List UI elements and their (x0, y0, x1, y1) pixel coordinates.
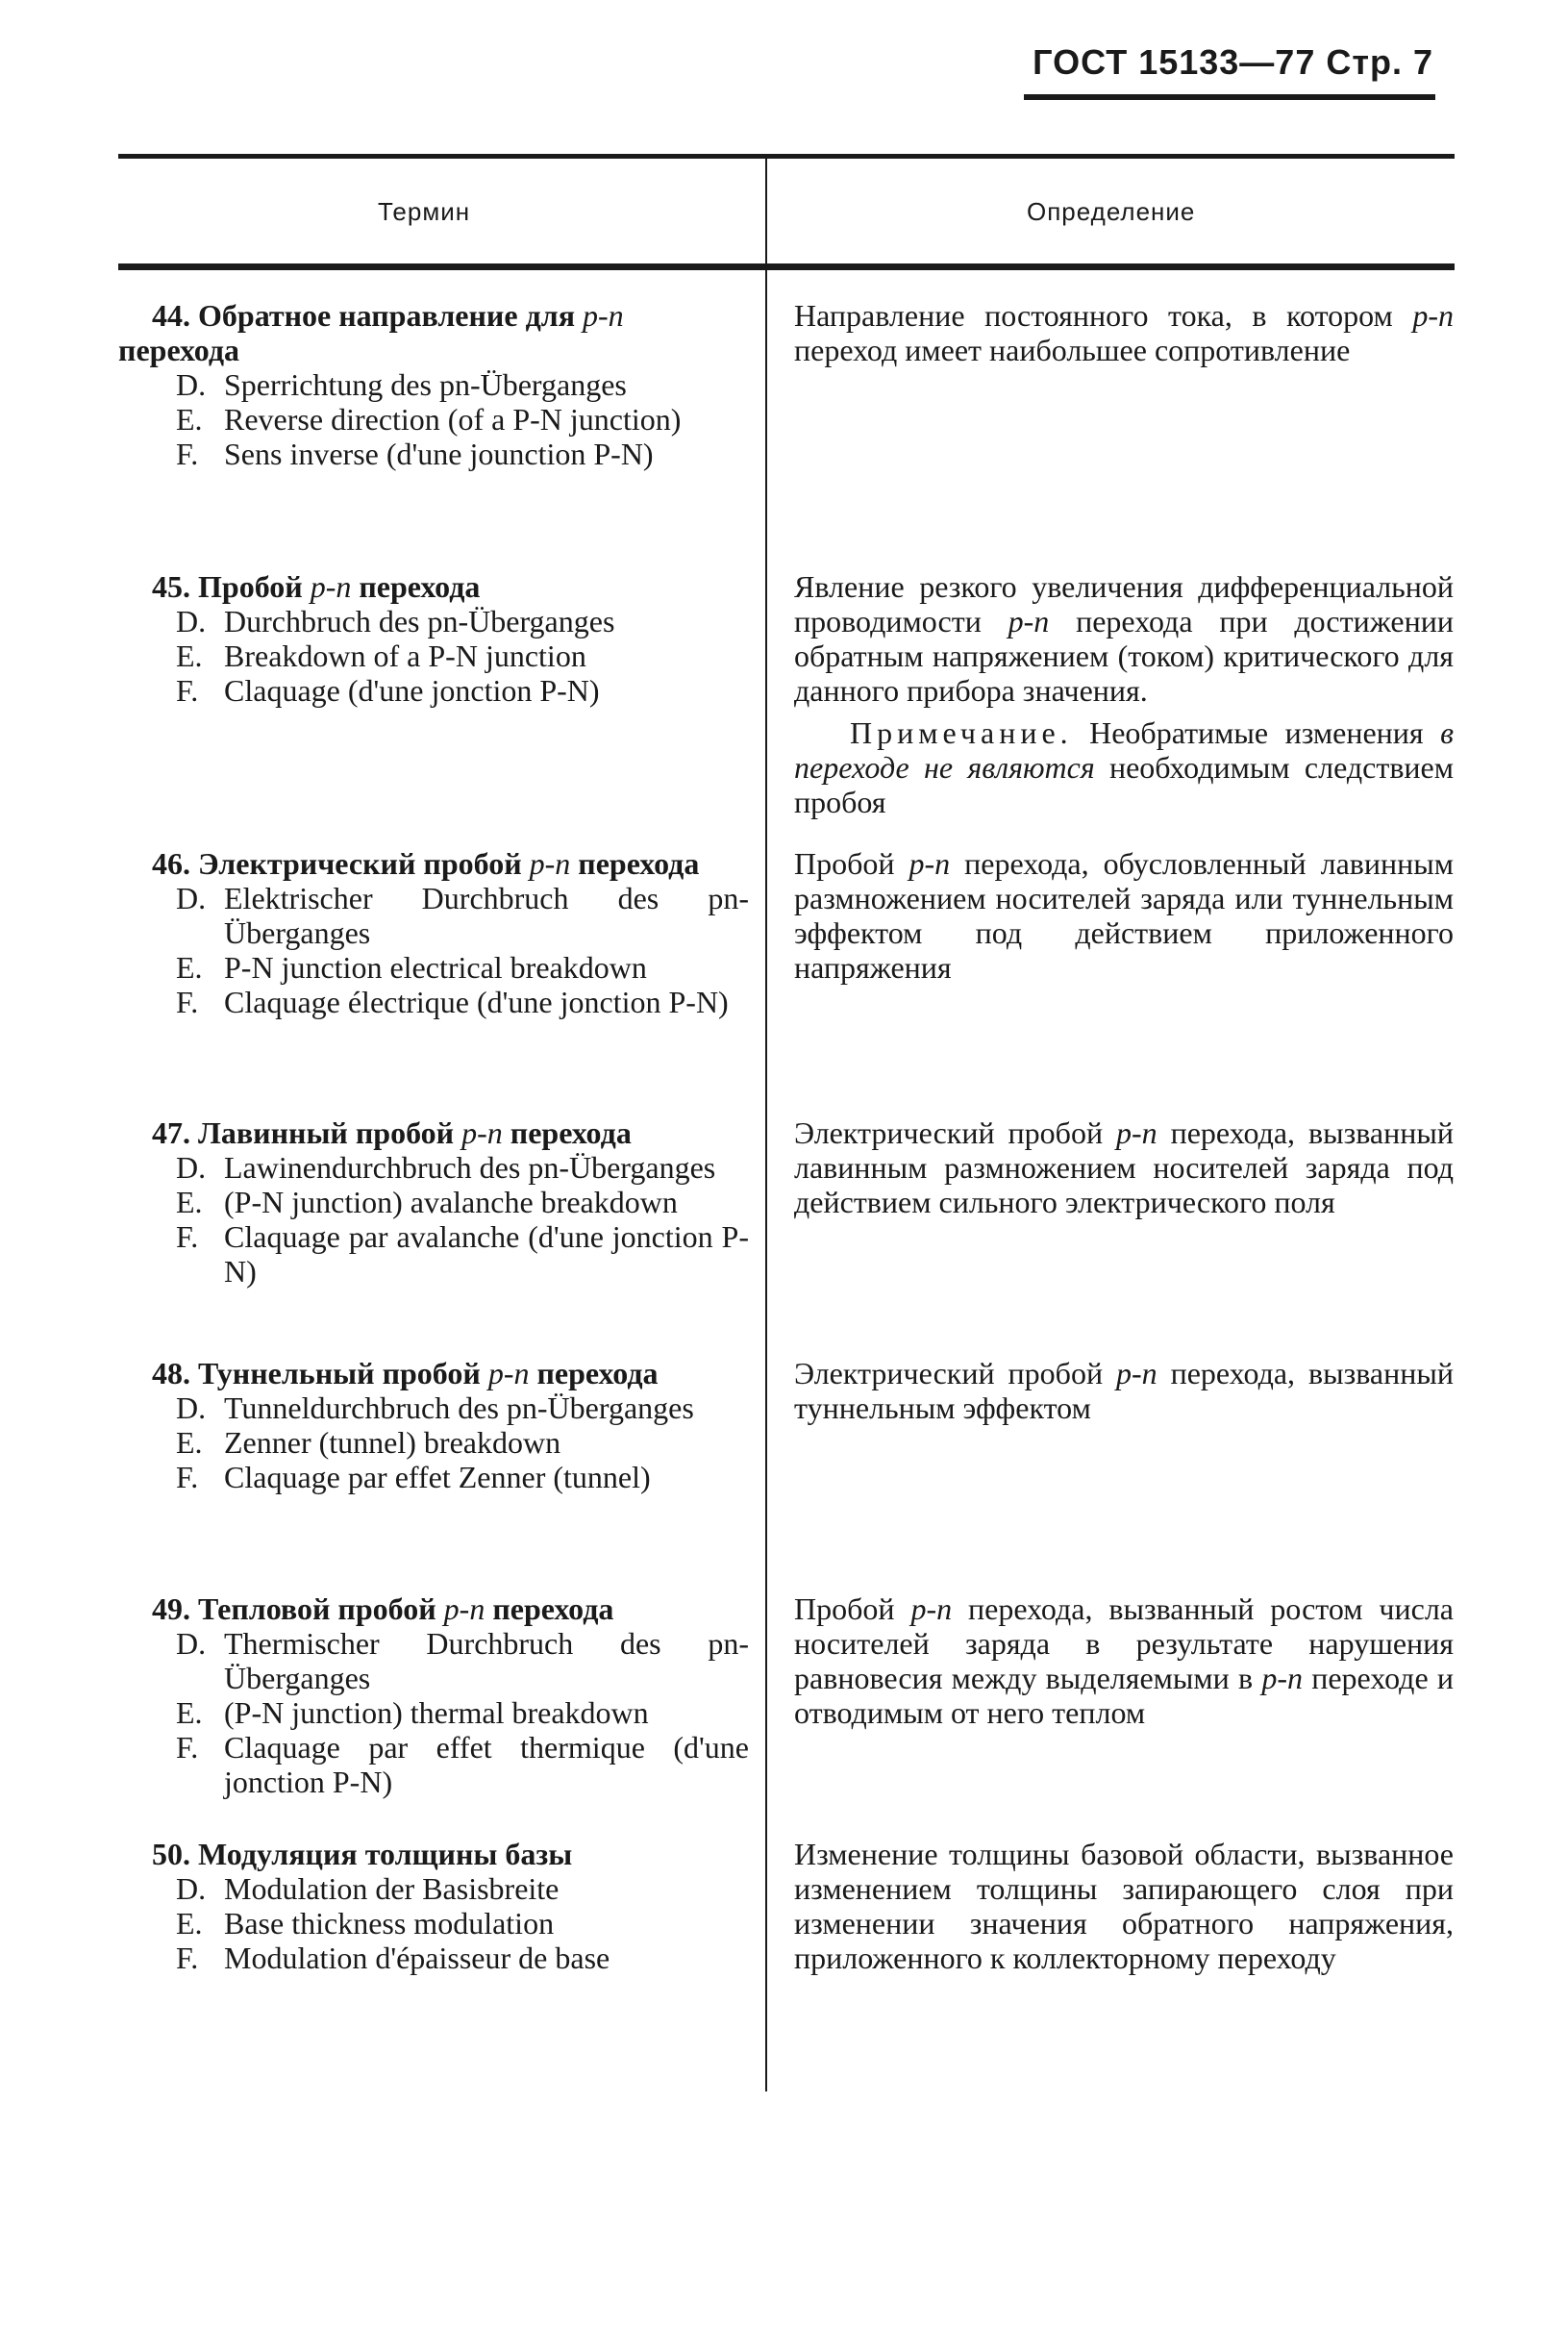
def-text: перехода, вызванный лавинным размножением носителей заряда под действием сильного электрического поля (794, 1115, 1454, 1219)
equiv-en (118, 1906, 749, 1941)
equiv-text: Claquage par avalanche (d'une jonction P-N) (224, 1219, 749, 1289)
term-title-pn: p-n (583, 298, 624, 333)
term-number: 49. (152, 1591, 190, 1626)
equiv-text: Claquage électrique (d'une jonction P-N) (224, 985, 729, 1019)
equiv-text: Claquage par effet thermique (d'une jonction P-N) (224, 1730, 749, 1799)
term-title-text-end: перехода (502, 1115, 632, 1150)
equiv-fr (118, 1460, 749, 1494)
definition-48 (794, 1356, 1454, 1425)
term-title-text-end: перехода (118, 333, 240, 367)
equiv-text: Breakdown of a P-N junction (224, 639, 586, 673)
equiv-text: Durchbruch des pn-Überganges (224, 604, 615, 639)
note-label: Примечание. (850, 715, 1073, 750)
equiv-fr (118, 673, 749, 708)
def-text: перехода, вызванный туннельным эффектом (794, 1356, 1454, 1425)
term-title-text: Тепловой пробой (198, 1591, 444, 1626)
equiv-en (118, 1185, 749, 1219)
equiv-text: Claquage par effet Zenner (tunnel) (224, 1460, 651, 1494)
term-title-pn: p-n (443, 1591, 485, 1626)
lang-label-d: D. (176, 1626, 207, 1661)
lang-label-f: F. (176, 985, 199, 1019)
def-text: Электрический пробой (794, 1115, 1116, 1150)
note-italic: в переходе не являются (794, 715, 1454, 785)
lang-label-f: F. (176, 1460, 199, 1494)
term-title (118, 569, 749, 604)
equiv-text: Lawinendurchbruch des pn-Überganges (224, 1150, 716, 1185)
equiv-text: Tunneldurchbruch des pn-Überganges (224, 1390, 694, 1425)
term-title (118, 1837, 749, 1871)
equiv-de (118, 1871, 749, 1906)
term-number: 47. (152, 1115, 190, 1150)
equiv-text: Claquage (d'une jonction P-N) (224, 673, 600, 708)
def-text: переходе и отводимым от него теплом (794, 1661, 1455, 1730)
term-number: 50. (152, 1837, 190, 1871)
lang-label-e: E. (176, 1906, 203, 1941)
definition-47 (794, 1115, 1454, 1219)
equiv-text: (P-N junction) avalanche breakdown (224, 1185, 678, 1219)
equiv-de (118, 1390, 749, 1425)
equiv-text: Reverse direction (of a P-N junction) (224, 402, 682, 437)
page-header: ГОСТ 15133—77 Стр. 7 (1033, 42, 1433, 82)
term-title-text: Лавинный пробой (198, 1115, 462, 1150)
lang-label-d: D. (176, 881, 207, 915)
lang-label-e: E. (176, 639, 203, 673)
term-entry-45 (118, 569, 749, 708)
column-header-definition: Определение (1027, 197, 1196, 226)
term-title (118, 846, 749, 881)
def-pn: p-n (910, 1591, 953, 1626)
def-text: Направление постоянного тока, в котором (794, 298, 1413, 333)
lang-label-f: F. (176, 673, 199, 708)
equiv-de (118, 1150, 749, 1185)
equiv-en (118, 1425, 749, 1460)
lang-label-d: D. (176, 604, 207, 639)
term-number: 46. (152, 846, 190, 881)
lang-label-e: E. (176, 950, 203, 985)
column-divider (765, 159, 767, 2091)
term-title-pn: p-n (310, 569, 352, 604)
term-title-pn: p-n (461, 1115, 503, 1150)
term-title-text: Модуляция толщины базы (198, 1837, 573, 1871)
def-text: Явление резкого увеличения дифференциальной проводимости (794, 569, 1454, 639)
term-title-text-end: перехода (529, 1356, 659, 1390)
equiv-text: Base thickness modulation (224, 1906, 555, 1941)
equiv-text: Modulation d'épaisseur de base (224, 1941, 610, 1975)
def-pn: p-n (1261, 1661, 1303, 1695)
term-title-text-end: перехода (351, 569, 481, 604)
lang-label-d: D. (176, 1871, 207, 1906)
term-title (118, 1115, 749, 1150)
def-text: перехода, вызванный ростом числа носителей заряда в результате нарушения равновесия между выделяемыми в (794, 1591, 1455, 1695)
definition-45 (794, 569, 1454, 819)
equiv-de (118, 367, 749, 402)
def-text: Пробой (794, 1591, 911, 1626)
equiv-text: Thermischer Durchbruch des pn-Überganges (224, 1626, 749, 1695)
equiv-fr (118, 437, 749, 471)
header-rule (1024, 94, 1435, 100)
equiv-fr (118, 1219, 749, 1289)
lang-label-e: E. (176, 402, 203, 437)
equiv-text: Zenner (tunnel) breakdown (224, 1425, 561, 1460)
equiv-en (118, 950, 749, 985)
definition-44 (794, 298, 1454, 367)
term-number: 45. (152, 569, 190, 604)
equiv-en (118, 639, 749, 673)
def-text: перехода, обусловленный лавинным размножением носителей заряда или туннельным эффектом под действием приложенного напряжения (794, 846, 1454, 985)
equiv-de (118, 604, 749, 639)
def-text: переход имеет наибольшее сопротивление (794, 333, 1351, 367)
term-title-text: Электрический пробой (198, 846, 530, 881)
definition-49 (794, 1591, 1454, 1730)
term-title (118, 1591, 749, 1626)
definition-46 (794, 846, 1454, 985)
lang-label-d: D. (176, 1150, 207, 1185)
term-title-pn: p-n (487, 1356, 530, 1390)
note (794, 715, 1454, 819)
def-text: Изменение толщины базовой области, вызванное изменением толщины запирающего слоя при изменении значения обратного напряжения, приложенного к коллекторному переходу (794, 1837, 1454, 1975)
term-entry-44 (118, 298, 749, 471)
def-pn: p-n (1116, 1356, 1157, 1390)
term-entry-47 (118, 1115, 749, 1289)
def-pn: p-n (908, 846, 951, 881)
equiv-text: Sens inverse (d'une jounction P-N) (224, 437, 654, 471)
note-text: необходимым следствием пробоя (794, 750, 1454, 819)
equiv-text: Modulation der Basisbreite (224, 1871, 560, 1906)
lang-label-f: F. (176, 1730, 199, 1765)
lang-label-d: D. (176, 1390, 207, 1425)
column-header-term: Термин (378, 197, 471, 226)
equiv-en (118, 1695, 749, 1730)
equiv-text: Sperrichtung des pn-Überganges (224, 367, 627, 402)
def-paragraph (794, 569, 1454, 708)
lang-label-e: E. (176, 1425, 203, 1460)
term-entry-48 (118, 1356, 749, 1494)
equiv-text: (P-N junction) thermal breakdown (224, 1695, 649, 1730)
lang-label-d: D. (176, 367, 207, 402)
table-head-rule (118, 263, 1455, 270)
term-title-pn: p-n (529, 846, 571, 881)
def-pn: p-n (1116, 1115, 1157, 1150)
term-title-text: Туннельный пробой (198, 1356, 488, 1390)
def-pn: p-n (1008, 604, 1050, 639)
lang-label-f: F. (176, 1941, 199, 1975)
equiv-fr (118, 1730, 749, 1799)
term-title-text: Обратное направление для (198, 298, 584, 333)
equiv-fr (118, 985, 749, 1019)
lang-label-f: F. (176, 1219, 199, 1254)
def-text: Пробой (794, 846, 909, 881)
term-number: 44. (152, 298, 190, 333)
definition-50 (794, 1837, 1454, 1975)
term-number: 48. (152, 1356, 190, 1390)
term-title-text-end: перехода (570, 846, 700, 881)
term-title (118, 298, 749, 367)
term-title-text: Пробой (198, 569, 311, 604)
term-title-text-end: перехода (485, 1591, 614, 1626)
term-entry-49 (118, 1591, 749, 1799)
equiv-de (118, 881, 749, 950)
def-text: перехода при достижении обратным напряжением (током) критического для данного прибора значения. (794, 604, 1454, 708)
term-entry-46 (118, 846, 749, 1019)
note-text: Необратимые изменения (1072, 715, 1441, 750)
table-top-rule (118, 154, 1455, 159)
equiv-text: Elektrischer Durchbruch des pn-Überganges (224, 881, 749, 950)
term-title (118, 1356, 749, 1390)
term-entry-50 (118, 1837, 749, 1975)
equiv-en (118, 402, 749, 437)
equiv-de (118, 1626, 749, 1695)
def-text: Электрический пробой (794, 1356, 1116, 1390)
equiv-text: P-N junction electrical breakdown (224, 950, 647, 985)
equiv-fr (118, 1941, 749, 1975)
lang-label-f: F. (176, 437, 199, 471)
lang-label-e: E. (176, 1695, 203, 1730)
def-pn: p-n (1412, 298, 1454, 333)
lang-label-e: E. (176, 1185, 203, 1219)
